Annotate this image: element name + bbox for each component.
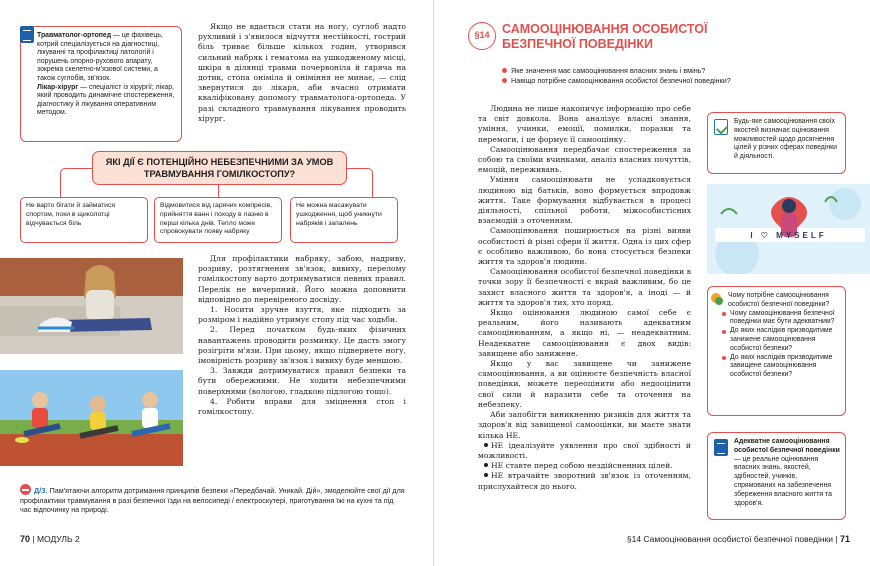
intro-paragraph: Якщо не вдається стати на ногу, суглоб надто рухливий і з'явилося відчуття нестійкості, гострий біль триває більше кількох годин, утворився сильний набряк і гематома на ушкодженому місці, шкіра в ділянці травми почервоніла й гаряча на дотик, стопа оніміла й оніміння не минає, — слід звернутися до лікаря, аби вчасно отримати кваліфіковану допомогу травматолога-ортопеда. У разі складного травмування лікування проводить хірург. bbox=[198, 22, 406, 123]
homework-icon bbox=[20, 484, 31, 495]
page-number-left: 70 bbox=[20, 534, 31, 544]
definition-adequate: — це реальне оцінювання власних знань, якостей, здібностей, учинків, спрямованих на забезпечення збереження власного життя та здоров'я. bbox=[734, 455, 832, 507]
connector-left bbox=[60, 168, 92, 197]
definition-box bbox=[20, 26, 182, 142]
ne-item bbox=[478, 471, 691, 491]
homework-tag: Д/З. bbox=[34, 486, 48, 495]
photo-woman-shoes bbox=[0, 258, 183, 354]
bullet-icon bbox=[484, 443, 488, 447]
bullet-icon bbox=[502, 78, 507, 83]
paragraph: Уміння самооцінювати не успадковується людиною від батьків, воно формується впродовж життя. Таке формування відбувається в процесі діяльності, спільної роботи, міжособистісних взаємодій з оточенням. bbox=[478, 175, 691, 226]
right-page bbox=[436, 0, 870, 566]
question-banner: ЯКІ ДІЇ Є ПОТЕНЦІЙНО НЕБЕЗПЕЧНИМИ ЗА УМОВ ТРАВМУВАННЯ ГОМІЛКОСТОПУ? bbox=[92, 151, 347, 185]
review-question: До яких наслідків призводитиме завищене самооцінювання особистої безпеки? bbox=[722, 354, 840, 380]
tips-intro: Для профілактики набряку, забою, надриву, розриву, розтягнення зв'язок, вивиху, перелому гомілкостопу варто дотримуватися певних правил. Перелік не вичерпний. Його можна доповнити відповідно до перевіреного досвіду. bbox=[198, 254, 406, 304]
review-question: До яких наслідків призводитиме занижене самооцінювання особистої безпеки? bbox=[722, 327, 840, 353]
section-question bbox=[502, 76, 802, 86]
paragraph: Аби запобігти виникненню ризиків для життя та здоров'я від завищеної самооцінки, ви маєте знати кілька НЕ. bbox=[478, 410, 691, 440]
term-adequate: Адекватне самооцінювання особистої безпечної поведінки bbox=[734, 438, 840, 454]
prevention-tips bbox=[198, 254, 406, 417]
illustration-i-love-myself bbox=[707, 184, 870, 274]
paragraph: Самооцінювання поширюється на різні вияви особистості й різні сфери її життя. Одна із цих сфер є особливо важливою, бо вона стосується безпеки життя та здоров'я людини. bbox=[478, 226, 691, 267]
section-number-badge: §14 bbox=[468, 22, 496, 50]
ne-item-text: НЕ втрачайте зворотний зв'язок із оточенням, прислухайтеся до нього. bbox=[478, 471, 691, 491]
photo-kids-stretching bbox=[0, 370, 183, 466]
checklist-icon bbox=[714, 119, 728, 135]
paragraph: Якщо у вас завищене чи занижене самооцінювання, а ви оцінюєте безпечність власної поведінки, можете переоцінити або недооцінити свої сили й наразити себе та оточення на небезпеку. bbox=[478, 359, 691, 409]
left-page bbox=[0, 0, 434, 566]
footer-right: §14 Самооцінювання особистої безпечної поведінки | 71 bbox=[626, 534, 850, 544]
document-icon bbox=[714, 439, 728, 456]
definition-surgeon: — спеціаліст із хірургії; лікар, який проводить динамічне спостереження, діагностику й лікування оперативним методом. bbox=[37, 83, 175, 117]
ne-item-text: НЕ ідеалізуйте уявлення про свої здібності й можливості. bbox=[478, 440, 691, 460]
paragraph: Якщо оцінювання людиною самої себе є реальним, його називають адекватним самооцінюванням, а якщо ні, — неадекватним. Неадекватне самооцінювання є двох видів: завищене або занижене. bbox=[478, 308, 691, 358]
bullet-icon bbox=[484, 463, 488, 467]
tip-4: 4. Робити вправи для зміцнення стоп і гомілкостопу. bbox=[198, 396, 406, 417]
footer-left: 70 | МОДУЛЬ 2 bbox=[20, 534, 80, 544]
ne-item bbox=[478, 441, 691, 461]
homework-text: Пам'ятаючи алгоритм дотримання принципів безпеки «Передбачай. Уникай. Дій», змоделюйте свої дії для профілактики травмування в разі безпечної їзди на велосипеді / електроскутері, приготування їжі на кухні та під час відпочинку на природі. bbox=[20, 486, 405, 514]
section-title: САМООЦІНЮВАННЯ ОСОБИСТОЇ БЕЗПЕЧНОЇ ПОВЕДІНКИ bbox=[502, 22, 708, 51]
definition-text bbox=[29, 32, 175, 118]
section-footer-label: §14 Самооцінювання особистої безпечної поведінки bbox=[626, 534, 834, 544]
side-note-text: Будь-яке самооцінювання своїх якостей визначає оцінювання можливостей щодо досягнення цілей у різних сферах поведінки й діяльності. bbox=[734, 118, 838, 161]
section-question bbox=[502, 66, 802, 76]
questions-box bbox=[707, 286, 846, 416]
definition-adequate-box bbox=[707, 432, 846, 520]
definition-orthopedist: — це фахівець, котрий спеціалізується на діагностиці, лікуванні та профілактиці патологій і порушень опорно-рухового апарату, зокрема скелетно-м'язової системи, а також суглобів, зв'язок. bbox=[37, 32, 163, 82]
questions-box-title: Чому потрібне самооцінювання особистої безпечної поведінки? bbox=[728, 292, 830, 308]
section-question-text: Навіщо потрібне самооцінювання особистої безпечної поведінки? bbox=[511, 76, 731, 85]
ne-item bbox=[478, 461, 691, 471]
section-question-text: Яке значення має самооцінювання власних знань і вмінь? bbox=[511, 66, 706, 75]
tip-3: 3. Завжди дотримуватися правил безпеки та бути обережними. Не ходити небезпечними поверхнями (вологою, гладкою підлогою тощо). bbox=[198, 366, 406, 396]
homework bbox=[20, 484, 406, 515]
illustration-caption: I ♡ MYSELF bbox=[750, 231, 827, 240]
module-label: МОДУЛЬ 2 bbox=[36, 534, 80, 544]
warning-box-1: Не варто бігати й займатися спортом, поки в щиколотці відчувається біль bbox=[20, 197, 148, 243]
term-surgeon: Лікар-хірург bbox=[37, 83, 79, 91]
paragraph: Людина не лише накопичує інформацію про себе та світ довкола. Вона аналізує власні знання, уміння, учинки, емоції, помилки, поразки та перемоги, і це формує її самооцінку. bbox=[478, 104, 691, 144]
page-number-right: 71 bbox=[839, 534, 850, 544]
tip-2: 2. Перед початком будь-яких фізичних навантажень проводити розминку. Це дасть змогу розігріти м'язи. При цьому, якщо підвернете ногу, імовірність розриву зв'язок і вивиху буде меншою. bbox=[198, 325, 406, 366]
tip-1: 1. Носити зручне взуття, яке підходить за розміром і надійно утримує стопу під час ходьби. bbox=[198, 305, 406, 325]
side-note-box bbox=[707, 112, 846, 174]
main-text bbox=[478, 104, 691, 492]
section-questions bbox=[502, 66, 802, 86]
review-question: Чому самооцінювання безпечної поведінки має бути адекватним? bbox=[722, 310, 840, 328]
bullet-icon bbox=[502, 68, 507, 73]
term-orthopedist: Травматолог-ортопед bbox=[37, 32, 112, 39]
bullet-icon bbox=[484, 473, 488, 477]
ne-item-text: НЕ ставте перед собою нездійсненних цілей. bbox=[491, 461, 673, 471]
warning-box-3: Не можна масажувати ушкодження, щоб уникнути набряків і запалень bbox=[290, 197, 398, 243]
warning-box-2: Відмовитися від гарячих компресів, прийняття ванн і походу в лазню в перші кілька днів. Тепло може спровокувати появу набряку bbox=[154, 197, 282, 243]
think-icon bbox=[711, 293, 721, 303]
document-icon bbox=[20, 26, 34, 43]
paragraph: Самооцінювання передбачає спостереження за собою та своїми вчинками, аналіз власних почуттів, емоцій, переживань. bbox=[478, 144, 691, 175]
connector-right bbox=[347, 168, 373, 197]
connector-middle bbox=[218, 185, 219, 197]
paragraph: Самооцінювання особистої безпечної поведінки в точки зору її безпечності є вкрай важливим, бо це захист власного життя та здоров'я, а іноді — й життя та здоров'я тих, хто поряд. bbox=[478, 267, 691, 307]
